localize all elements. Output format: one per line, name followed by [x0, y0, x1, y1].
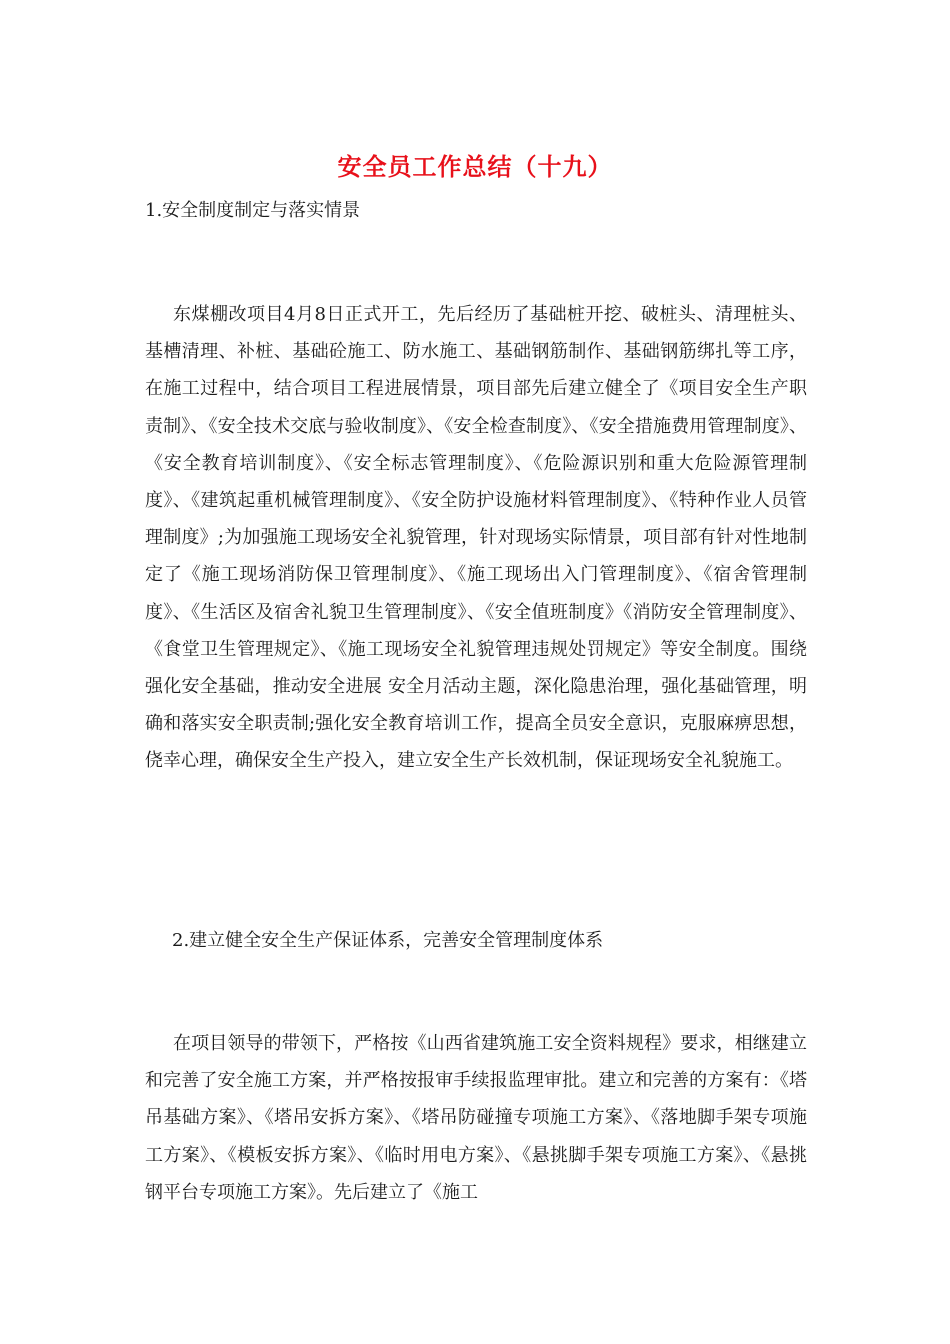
section-2-heading: 2.建立健全安全生产保证体系，完善安全管理制度体系	[172, 930, 604, 951]
section-2-paragraph: 在项目领导的带领下，严格按《山西省建筑施工安全资料规程》要求，相继建立和完善了安全施工方案，并严格按报审手续报监理审批。建立和完善的方案有：《塔吊基础方案》、《塔吊安拆方案》、《塔吊防碰撞专项施工方案》、《落地脚手架专项施工方案》、《模板安拆方案》、《临时用电方案》、《悬挑脚手架专项施工方案》、《悬挑钢平台专项施工方案》。先后建立了《施工	[145, 1033, 807, 1203]
section-1-heading: 1.安全制度制定与落实情景	[145, 200, 361, 221]
document-title: 安全员工作总结（十九）	[337, 153, 613, 181]
section-1-paragraph: 东煤棚改项目4月8日正式开工，先后经历了基础桩开挖、破桩头、清理桩头、基槽清理、补桩、基础砼施工、防水施工、基础钢筋制作、基础钢筋绑扎等工序，在施工过程中，结合项目工程进展情景，项目部先后建立健全了《项目安全生产职责制》、《安全技术交底与验收制度》、《安全检查制度》、《安全措施费用管理制度》、《安全教育培训制度》、《安全标志管理制度》、《危险源识别和重大危险源管理制度》、《建筑起重机械管理制度》、《安全防护设施材料管理制度》、《特种作业人员管理制度》;为加强施工现场安全礼貌管理，针对现场实际情景，项目部有针对性地制定了《施工现场消防保卫管理制度》、《施工现场出入门管理制度》、《宿舍管理制度》、《生活区及宿舍礼貌卫生管理制度》、《安全值班制度》《消防安全管理制度》、《食堂卫生管理规定》、《施工现场安全礼貌管理违规处罚规定》等安全制度。围绕 强化安全基础，推动安全进展 安全月活动主题，深化隐患治理，强化基础管理，明确和落实安全职责制;强化安全教育培训工作，提高全员安全意识，克服麻痹思想，侥幸心理，确保安全生产投入，建立安全生产长效机制，保证现场安全礼貌施工。	[145, 304, 807, 772]
